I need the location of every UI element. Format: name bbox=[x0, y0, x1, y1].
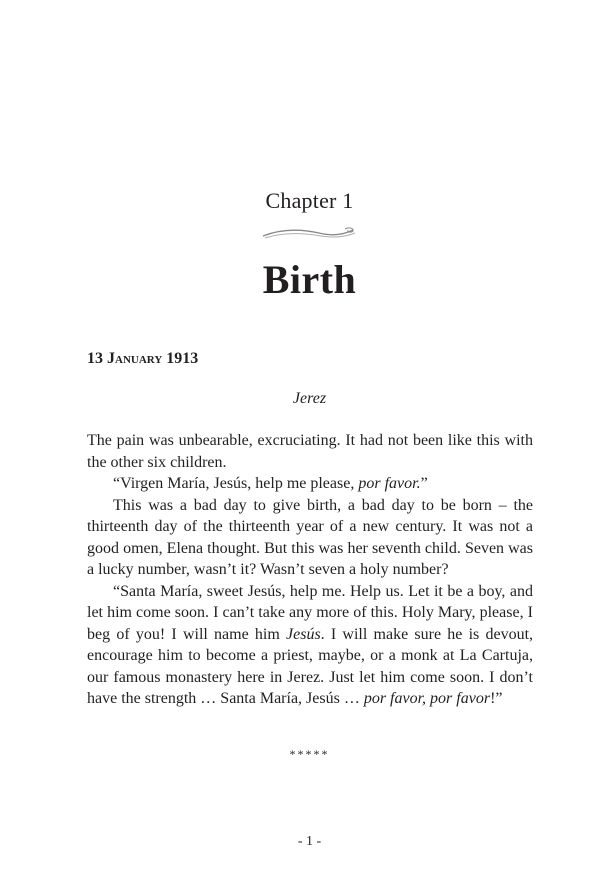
paragraph-2 bbox=[87, 473, 533, 495]
paragraph-1: The pain was unbearable, excruciating. It had not been like this with the other six children. bbox=[87, 432, 533, 471]
date-heading: 13 January 1913 bbox=[87, 350, 199, 367]
place-heading: Jerez bbox=[292, 390, 327, 407]
flourish-ornament bbox=[261, 225, 357, 243]
paragraph-3: This was a bad day to give birth, a bad day to be born – the thirteenth day of the thirteenth year of a new century. It was not a good omen, Elena thought. But this was her seventh child. Seven was a lucky number, wasn’t it? Wasn’t seven a holy number? bbox=[87, 496, 533, 578]
paragraph-4 bbox=[87, 581, 533, 710]
paragraph-2-text: “Virgen María, Jesús, help me please, bbox=[113, 475, 359, 492]
paragraph-4-text-2: . I will make sure he is devout, encourage him to become a priest, maybe, or a monk at La Cartuja, our famous monastery here in Jerez. Just let him come soon. I don’t have the strength … Santa María, Jesús … bbox=[87, 625, 534, 707]
body-text bbox=[87, 430, 533, 710]
paragraph-4-text: “Santa María, sweet Jesús, help me. Help us. Let it be a boy, and let him come soon. I can’t take any more of this. Holy Mary, please, I beg of you! I will name him bbox=[87, 582, 533, 643]
paragraph-2-end: ” bbox=[420, 475, 428, 492]
paragraph-4-italic-name: Jesús bbox=[286, 625, 321, 643]
paragraph-4-end: !” bbox=[490, 690, 503, 707]
chapter-number: Chapter 1 bbox=[265, 188, 354, 213]
section-separator: ***** bbox=[289, 747, 330, 761]
paragraph-4-italic-end: por favor, por favor bbox=[363, 690, 491, 707]
chapter-title: Birth bbox=[262, 257, 357, 302]
paragraph-2-italic: por favor. bbox=[358, 475, 421, 492]
page-number: - 1 - bbox=[297, 834, 322, 849]
